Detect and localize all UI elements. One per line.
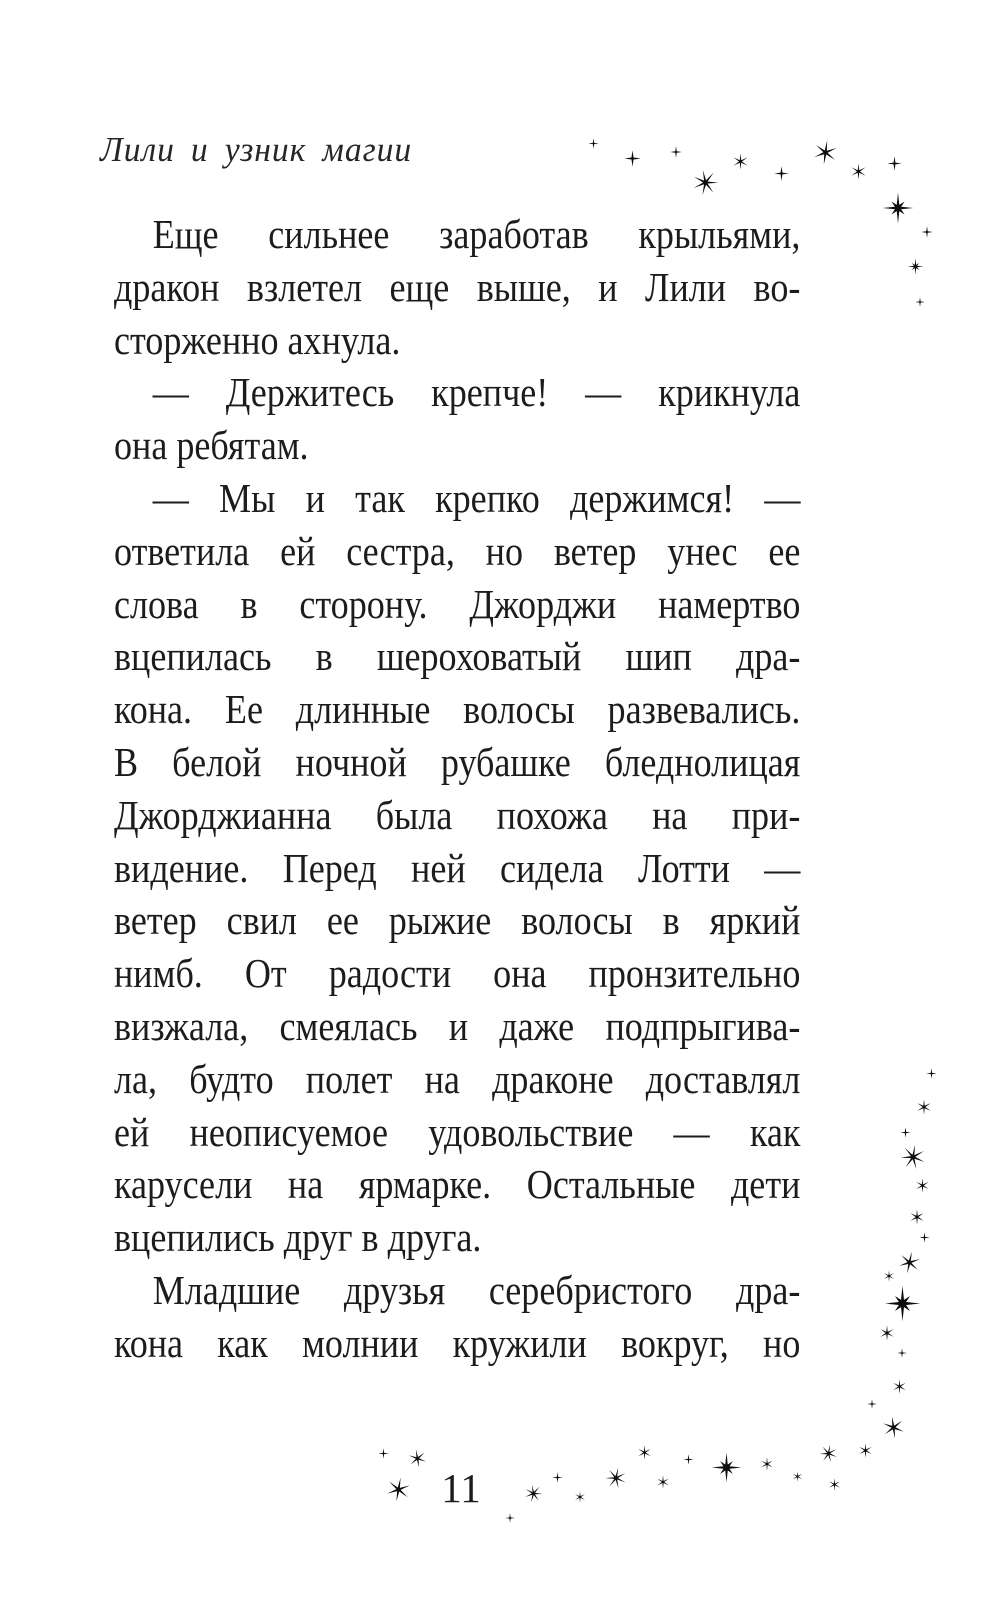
text-line: Младшие друзья серебристого дра- [152, 1266, 801, 1313]
text-line: дракон взлетел еще выше, и Лили во- [114, 263, 801, 310]
star-icon [656, 1475, 670, 1489]
star-icon [919, 1232, 930, 1243]
star-icon [921, 226, 933, 238]
star-icon [574, 1491, 586, 1503]
star-icon [883, 1270, 895, 1282]
text-line: вцепились друг в друга. [114, 1214, 482, 1261]
text-line: — Держитесь крепче! — крикнула [152, 369, 801, 416]
body-text [114, 208, 800, 1370]
text-line: визжала, смеялась и даже подпрыгива- [114, 1002, 801, 1049]
star-icon [916, 1099, 932, 1115]
text-line: слова в сторону. Джорджи намертво [114, 580, 801, 627]
star-icon [524, 1484, 543, 1503]
star-icon [819, 1444, 838, 1463]
text-line: сторженно ахнула. [114, 316, 401, 363]
star-icon [909, 1209, 925, 1225]
star-icon [915, 297, 925, 307]
star-icon [637, 1445, 652, 1460]
text-line: Джорджианна была похожа на при- [114, 791, 801, 838]
star-icon [552, 1472, 563, 1483]
star-icon [884, 1285, 921, 1322]
text-line: — Мы и так крепко держимся! — [152, 474, 801, 521]
star-icon [605, 1467, 627, 1489]
star-icon [624, 150, 641, 167]
star-icon [792, 1471, 803, 1482]
star-icon [850, 163, 867, 180]
text-line: карусели на ярмарке. Остальные дети [114, 1161, 801, 1208]
text-line: кона. Ее длинные волосы развевались. [114, 686, 801, 733]
star-icon [879, 1325, 895, 1341]
star-icon [588, 138, 599, 149]
text-line: вцепилась в шероховатый шип дра- [114, 633, 801, 680]
star-icon [882, 192, 914, 224]
star-icon [378, 1448, 389, 1459]
star-icon [774, 166, 789, 181]
text-line: Еще сильнее заработав крыльями, [152, 211, 801, 257]
text-line: нимб. От радости она пронзительно [114, 950, 801, 997]
text-line: видение. Перед ней сидела Лотти — [114, 844, 801, 891]
star-icon [828, 1478, 841, 1491]
star-icon [858, 1443, 873, 1458]
text-line: ветер свил ее рыжие волосы в яркий [114, 897, 801, 944]
star-icon [505, 1513, 515, 1523]
star-icon [900, 1144, 926, 1170]
star-icon [683, 1454, 694, 1465]
text-line: ответила ей сестра, но ветер унес ее [114, 527, 801, 574]
star-icon [907, 258, 924, 275]
text-line: ла, будто полет на драконе доставлял [114, 1055, 801, 1102]
star-icon [386, 1477, 411, 1502]
star-icon [900, 1127, 911, 1138]
star-icon [692, 169, 719, 196]
text-line: В белой ночной рубашке бледнолицая [114, 738, 801, 785]
star-icon [867, 1399, 877, 1409]
star-icon [813, 140, 838, 165]
star-icon [732, 153, 749, 170]
star-icon [670, 146, 682, 158]
star-icon [882, 1416, 905, 1439]
star-icon [711, 1452, 742, 1483]
running-header: Лили и узник магии [100, 130, 413, 169]
star-icon [892, 1379, 907, 1394]
star-icon [897, 1348, 907, 1358]
star-icon [898, 1251, 921, 1274]
star-icon [915, 1178, 930, 1193]
star-icon [926, 1068, 937, 1079]
text-line: ей неописуемое удовольствие — как [114, 1108, 801, 1155]
text-line: она ребятам. [114, 422, 309, 469]
page-number: 11 [441, 1465, 481, 1511]
text-line: кона как молнии кружили вокруг, но [114, 1319, 801, 1366]
star-icon [887, 156, 902, 171]
star-icon [760, 1457, 774, 1471]
